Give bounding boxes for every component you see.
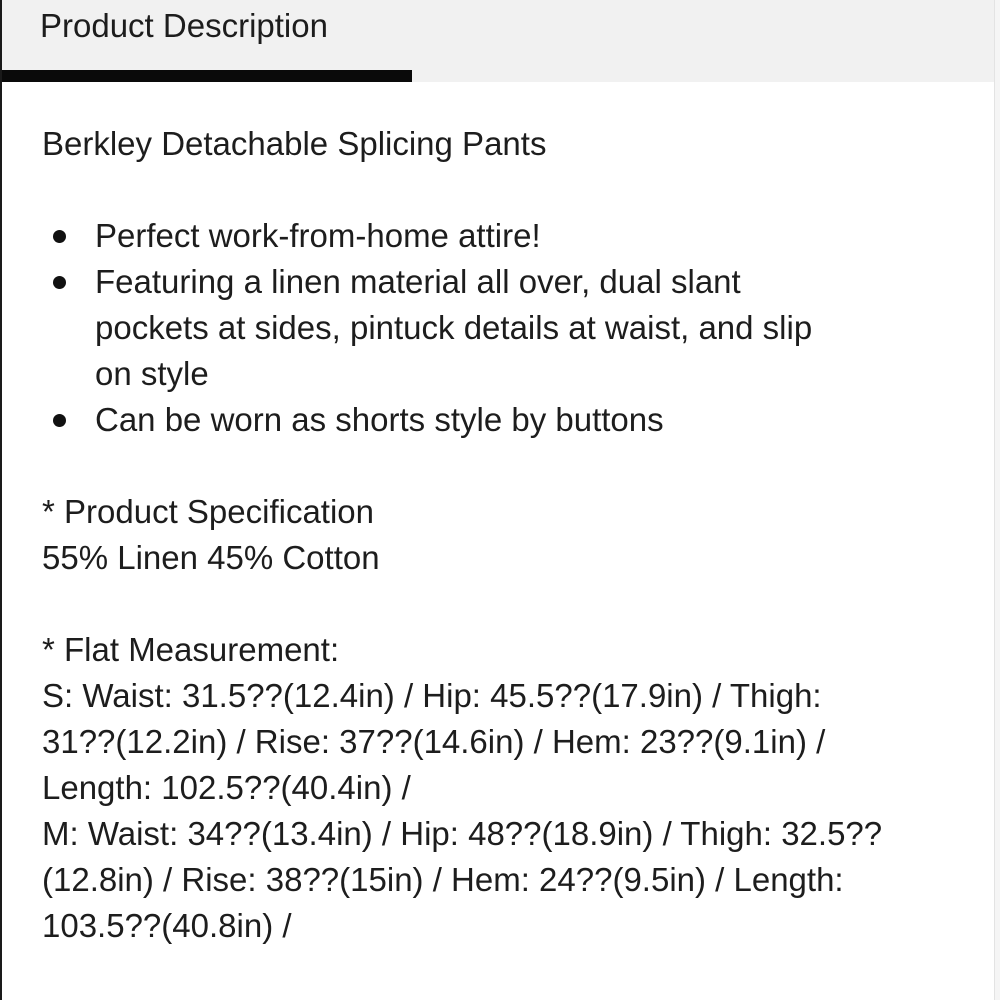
bullet-icon <box>53 414 66 427</box>
feature-text: Perfect work-from-home attire! <box>95 217 541 254</box>
product-specification-section <box>42 489 892 581</box>
specification-composition: 55% Linen 45% Cotton <box>42 539 380 576</box>
list-item <box>42 397 835 443</box>
product-title: Berkley Detachable Splicing Pants <box>42 125 547 162</box>
left-border <box>0 0 2 1000</box>
specification-heading: * Product Specification <box>42 493 375 530</box>
measurement-heading: * Flat Measurement: <box>42 631 340 668</box>
feature-list <box>42 213 892 443</box>
list-item <box>42 259 835 397</box>
feature-text: Can be worn as shorts style by buttons <box>95 401 664 438</box>
tab-bar <box>0 0 1000 82</box>
description-content <box>42 121 892 949</box>
scrollbar-track[interactable] <box>994 0 1000 1000</box>
measurement-size-m: M: Waist: 34??(13.4in) / Hip: 48??(18.9in) / Thigh: 32.5??(12.8in) / Rise: 38??(15in) / Hem: 24??(9.5in) / Length: 103.5??(40.8in) / <box>42 815 883 944</box>
bullet-icon <box>53 276 66 289</box>
measurement-size-s: S: Waist: 31.5??(12.4in) / Hip: 45.5??(17.9in) / Thigh: 31??(12.2in) / Rise: 37??(14.6in) / Hem: 23??(9.1in) / Length: 102.5??(40.4in) / <box>42 677 826 806</box>
list-item <box>42 213 835 259</box>
feature-text: Featuring a linen material all over, dual slant pockets at sides, pintuck details at waist, and slip on style <box>95 263 813 392</box>
flat-measurement-section <box>42 627 892 949</box>
tab-label: Product Description <box>40 7 328 44</box>
tab-product-description[interactable] <box>0 0 412 82</box>
bullet-icon <box>53 230 66 243</box>
